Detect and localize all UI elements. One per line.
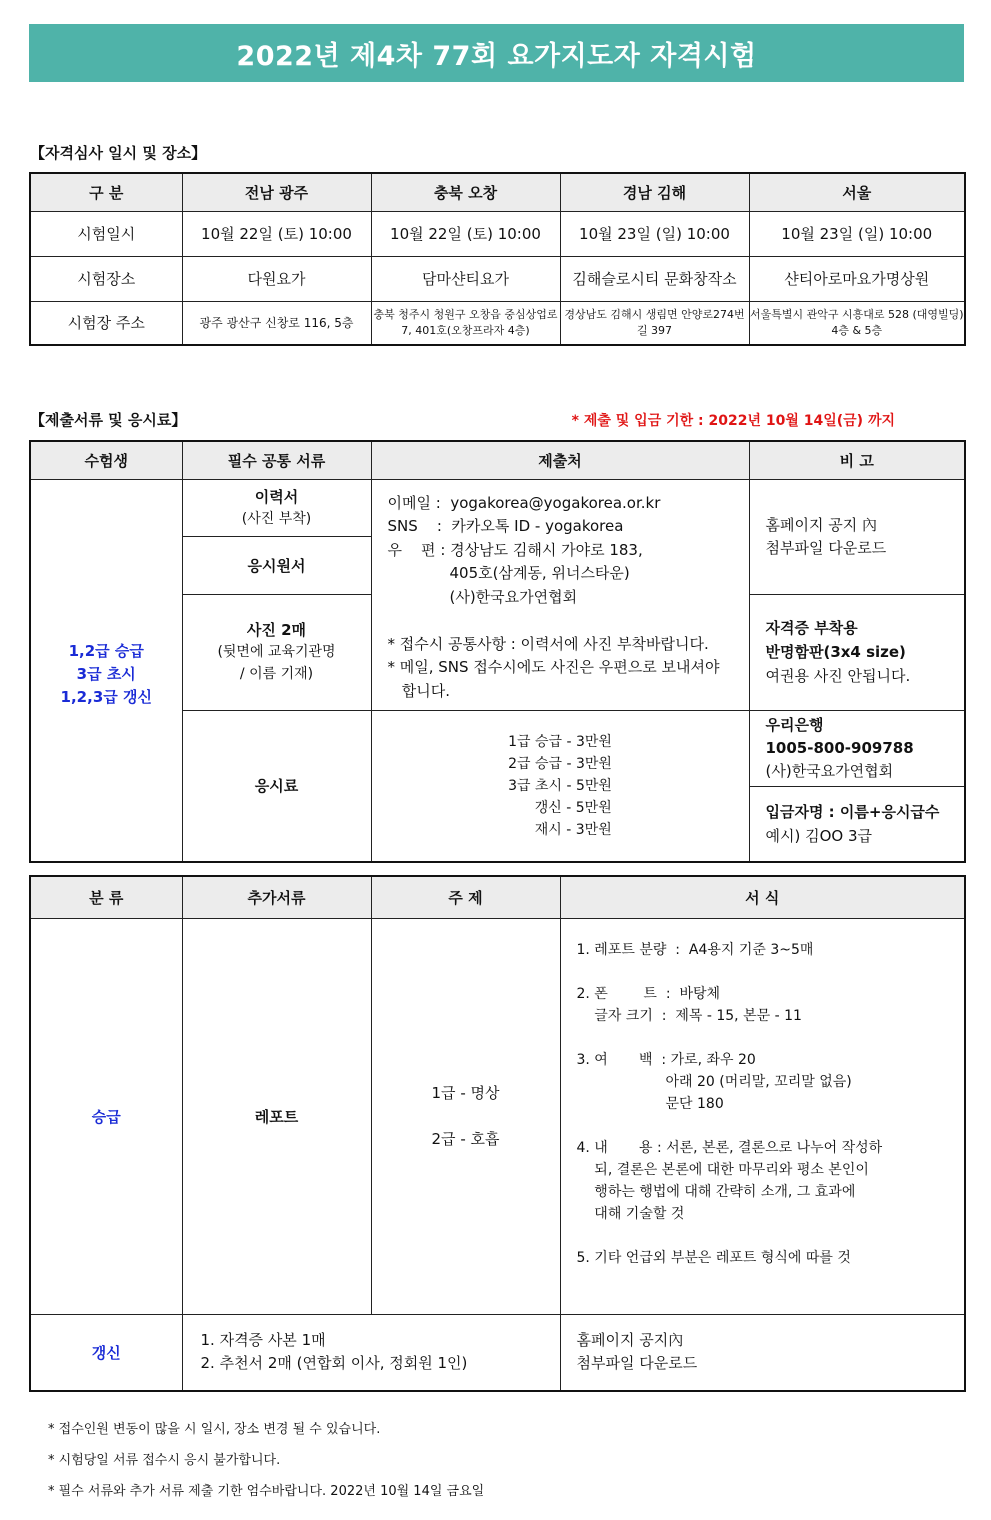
- remark-bank: [749, 710, 965, 786]
- topic-item: 2급 - 호흡: [431, 1130, 500, 1148]
- footnote: * 필수 서류와 추가 서류 제출 기한 엄수바랍니다. 2022년 10월 14일 금요일: [48, 1484, 485, 1499]
- format-line: [577, 1115, 965, 1137]
- schedule-section-title: 【자격심사 일시 및 장소】: [30, 144, 207, 162]
- header-required-docs: 필수 공통 서류: [182, 441, 371, 479]
- table-row: [30, 301, 965, 345]
- header-gimhae: 경남 김해: [560, 173, 749, 211]
- format-line: 문단 180: [576, 1095, 724, 1112]
- fee-item: 재시 - 3만원: [508, 821, 612, 838]
- renewal-doc-item: 2. 추천서 2매 (연합회 이사, 정회원 1인): [200, 1354, 468, 1373]
- submit-to-line: 이메일 : yogakorea@yogakorea.or.kr: [387, 493, 661, 512]
- format-line: 1. 레포트 분량 : A4용지 기준 3~5매: [576, 941, 814, 958]
- cell-date: 10월 23일 (일) 10:00: [749, 211, 965, 256]
- header-remarks: 비 고: [749, 441, 965, 479]
- header-submit-to: 제출처: [371, 441, 749, 479]
- header-topic: 주 제: [371, 876, 560, 918]
- additional-docs-table: [29, 875, 966, 1392]
- promotion-doc: 레포트: [182, 918, 371, 1314]
- header-category: 구 분: [30, 173, 182, 211]
- doc-resume-note: (사진 부착): [241, 510, 312, 527]
- depositor-rule: 입금자명 : 이름+응시급수: [765, 802, 940, 821]
- format-line: 행하는 행법에 대해 간략히 소개, 그 효과에: [576, 1183, 856, 1200]
- format-line: 되, 결론은 본론에 대한 마무리와 평소 본인이: [576, 1161, 869, 1178]
- format-line: 2. 폰 트 : 바탕체: [576, 985, 721, 1002]
- header-examinee: 수험생: [30, 441, 182, 479]
- submit-to-line: (사)한국요가연협회: [387, 587, 578, 606]
- documents-section-title: 【제출서류 및 응시료】: [30, 411, 187, 429]
- depositor-example: 예시) 김OO 3급: [765, 826, 873, 845]
- submit-to-line: 합니다.: [387, 681, 451, 700]
- examinee-cell: [30, 479, 182, 862]
- promotion-label: 승급: [30, 918, 182, 1314]
- documents-header-row: [30, 441, 965, 479]
- examinee-type: 1,2급 승급: [68, 641, 144, 660]
- examinee-type: 3급 초시: [76, 664, 136, 683]
- fee-item: 3급 초시 - 5만원: [508, 777, 612, 794]
- submit-to-line: [388, 609, 749, 633]
- footnotes: [48, 1414, 484, 1507]
- submit-to-line: * 메일, SNS 접수시에도 사진은 우편으로 보내셔야: [387, 658, 720, 676]
- format-cell: [560, 918, 965, 1314]
- bank-name: 우리은행: [765, 715, 824, 734]
- remark-depositor: [749, 786, 965, 862]
- doc-photo-note: / 이름 기재): [239, 666, 314, 682]
- page-title-banner: [29, 24, 964, 82]
- fee-item: 1급 승급 - 3만원: [508, 733, 612, 750]
- format-line: 4. 내 용 : 서론, 본론, 결론으로 나누어 작성하: [576, 1139, 883, 1156]
- format-line: [577, 1027, 965, 1049]
- cell-venue: 담마샨티요가: [371, 256, 560, 301]
- doc-resume: [182, 479, 371, 536]
- renewal-doc-item: 1. 자격증 사본 1매: [200, 1331, 326, 1350]
- remark-text: 자격증 부착용: [765, 619, 858, 637]
- footnote: * 접수인원 변동이 많을 시 일시, 장소 변경 될 수 있습니다.: [48, 1422, 381, 1437]
- format-line: 아래 20 (머리말, 꼬리말 없음): [576, 1073, 852, 1090]
- format-line: 글자 크기 : 제목 - 15, 본문 - 11: [576, 1007, 802, 1024]
- format-lines: [577, 939, 965, 1269]
- schedule-table: [29, 172, 966, 346]
- bank-account: 1005-800-909788: [765, 738, 914, 757]
- doc-photo-title: 사진 2매: [246, 621, 307, 639]
- fee-list: [508, 731, 612, 841]
- documents-table: [29, 440, 966, 863]
- page-title: 2022년 제4차 77회 요가지도자 자격시험: [236, 40, 757, 72]
- examinee-type: 1,2,3급 갱신: [60, 687, 152, 706]
- remark-text: 홈페이지 공지內: [576, 1331, 684, 1350]
- row-label-address: 시험장 주소: [30, 301, 182, 345]
- bank-holder: (사)한국요가연협회: [765, 761, 894, 780]
- header-format: 서 식: [560, 876, 965, 918]
- fee-cell: [371, 710, 749, 862]
- cell-date: 10월 22일 (토) 10:00: [371, 211, 560, 256]
- cell-address: 충북 청주시 청원구 오창읍 중심상업로7, 401호(오창프라자 4층): [371, 301, 560, 345]
- header-ochang: 충북 오창: [371, 173, 560, 211]
- table-row: [30, 1314, 965, 1391]
- footnote: * 시험당일 서류 접수시 응시 불가합니다.: [48, 1453, 281, 1468]
- row-label-venue: 시험장소: [30, 256, 182, 301]
- cell-venue: 김해슬로시티 문화창작소: [560, 256, 749, 301]
- fee-item: 2급 승급 - 3만원: [508, 755, 612, 772]
- submit-to-line: 우 편 : 경상남도 김해시 가야로 183,: [387, 540, 643, 559]
- doc-photo: [182, 594, 371, 710]
- header-additional-docs: 추가서류: [182, 876, 371, 918]
- deadline-notice: * 제출 및 입금 기한 : 2022년 10월 14일(금) 까지: [571, 413, 895, 429]
- doc-fee: 응시료: [182, 710, 371, 862]
- cell-address: 광주 광산구 신창로 116, 5층: [182, 301, 371, 345]
- cell-date: 10월 23일 (일) 10:00: [560, 211, 749, 256]
- cell-address: 서울특별시 관악구 시흥대로 528 (대영빌딩) 4층 & 5층: [749, 301, 965, 345]
- doc-application: 응시원서: [182, 536, 371, 594]
- format-line: 5. 기타 언급외 부분은 레포트 형식에 따를 것: [576, 1249, 851, 1266]
- format-line: 대해 기술할 것: [576, 1205, 685, 1222]
- format-line: 3. 여 백 : 가로, 좌우 20: [576, 1051, 756, 1068]
- renewal-label: 갱신: [30, 1314, 182, 1391]
- header-seoul: 서울: [749, 173, 965, 211]
- remark-text: 여권용 사진 안됩니다.: [765, 667, 911, 685]
- cell-address: 경상남도 김해시 생림면 안양로274번길 397: [560, 301, 749, 345]
- topic-cell: [371, 918, 560, 1314]
- remark-text: 반명함판(3x4 size): [765, 643, 906, 661]
- table-row: [30, 256, 965, 301]
- doc-photo-note: (뒷면에 교육기관명: [217, 644, 336, 660]
- submit-to-line: SNS : 카카오톡 ID - yogakorea: [387, 517, 624, 535]
- table-row: [30, 211, 965, 256]
- cell-venue: 다원요가: [182, 256, 371, 301]
- schedule-header-row: [30, 173, 965, 211]
- header-gwangju: 전남 광주: [182, 173, 371, 211]
- submit-to-lines: [388, 492, 749, 704]
- header-category: 분 류: [30, 876, 182, 918]
- remark-text: 홈페이지 공지 內: [765, 515, 877, 534]
- remark-text: 첨부파일 다운로드: [576, 1354, 698, 1373]
- remark-download: [749, 479, 965, 594]
- remark-photo: [749, 594, 965, 710]
- cell-date: 10월 22일 (토) 10:00: [182, 211, 371, 256]
- submit-to-line: 405호(삼계동, 위너스타운): [387, 564, 630, 582]
- fee-item: 갱신 - 5만원: [508, 799, 612, 816]
- row-label-date: 시험일시: [30, 211, 182, 256]
- renewal-note: [560, 1314, 965, 1391]
- renewal-docs: [182, 1314, 560, 1391]
- submit-to-cell: [371, 479, 749, 710]
- cell-venue: 샨티아로마요가명상원: [749, 256, 965, 301]
- additional-header-row: [30, 876, 965, 918]
- submit-to-line: * 접수시 공통사항 : 이력서에 사진 부착바랍니다.: [387, 634, 709, 653]
- format-line: [577, 1225, 965, 1247]
- doc-resume-title: 이력서: [254, 487, 299, 506]
- table-row: [30, 479, 965, 536]
- table-row: [30, 918, 965, 1314]
- format-line: [577, 961, 965, 983]
- topic-item: 1급 - 명상: [431, 1084, 500, 1102]
- remark-text: 첨부파일 다운로드: [765, 538, 887, 557]
